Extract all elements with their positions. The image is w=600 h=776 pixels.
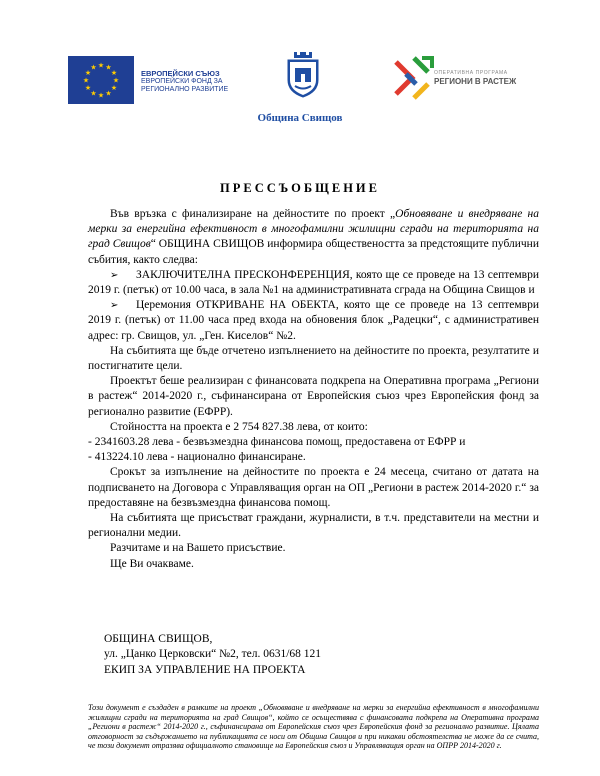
intro-paragraph <box>88 207 539 268</box>
signature-line-address: ул. „Цанко Церковски“ №2, тел. 0631/68 121 <box>104 648 322 661</box>
eu-logo-line3: РЕГИОНАЛНО РАЗВИТИЕ <box>141 86 229 93</box>
document-body <box>88 207 539 572</box>
signature-block <box>104 632 321 678</box>
footer-disclaimer: Този документ е създаден в рамките на проект „Обновяване и внедряване на мерки за енергийна ефективност в многофамилни жилищни сгради на територията на град Свищов“, който се осъществява с финансовата подкрепа на Оперативна програма „Региони в растеж“ 2014-2020 г., съфинансирана от Европейския съюз чрез Европейския фонд за регионално развитие. Цялата отговорност за съдържанието на публикацията се носи от Община Свищов и при никакви обстоятелства не може да се счита, че този документ отразява официалното становище на Европейския съюз и Управляващия орган на ОПРР 2014-2020 г. <box>88 703 539 750</box>
event-item-press-conference <box>88 268 539 298</box>
attendance-paragraph: На събитията ще присъстват граждани, журналисти, в т.ч. представители на местни и регионални медии. <box>88 512 539 540</box>
results-paragraph: На събитията ще бъде отчетено изпълнението на дейностите по проекта, резултатите и постигнатите цели. <box>88 344 539 373</box>
term-paragraph: Срокът за изпълнение на дейностите по проекта е 24 месеца, считано от датата на подписването на Договора с Управляващия орган на ОП „Региони в растеж 2014-2020 г.“ за предоставяне на безвъзмездна финансова помощ. <box>88 466 539 509</box>
program-logo-big-text: РЕГИОНИ В РАСТЕЖ <box>434 77 517 86</box>
eu-star-icon: ★ <box>84 69 92 77</box>
regions-growth-arrows-icon <box>392 54 436 104</box>
event-text: ЗАКЛЮЧИТЕЛНА ПРЕСКОНФЕРЕНЦИЯ, която ще се проведе на 13 септември 2019 г. (петък) от 10.00 часа, в зала №1 на административната сграда на Община Свищов и <box>88 268 539 297</box>
eu-star-icon: ★ <box>90 89 97 98</box>
eu-star-icon: ★ <box>105 89 112 98</box>
eu-logo-line2: ЕВРОПЕЙСКИ ФОНД ЗА <box>141 78 223 85</box>
signature-line-org: ОБЩИНА СВИЩОВ, <box>104 633 213 645</box>
arrow-bullet-icon: ➢ <box>110 269 119 281</box>
cost-paragraph: Стойността на проекта е 2 754 827.38 лева, от които: <box>110 420 368 433</box>
cost-item-national: - 413224.10 лева - национално финансиране. <box>88 451 306 464</box>
eu-star-icon: ★ <box>97 91 105 100</box>
municipality-name: Община Свищов <box>257 112 343 124</box>
municipality-crest-icon <box>286 50 320 98</box>
intro-prefix: Във връзка с финализиране на дейностите по проект „ <box>110 208 396 220</box>
eu-star-icon: ★ <box>82 76 90 85</box>
arrow-bullet-icon: ➢ <box>110 300 119 312</box>
eu-star-icon: ★ <box>105 63 112 72</box>
regions-program-logo <box>392 54 542 104</box>
eu-star-icon: ★ <box>97 61 105 70</box>
eu-logo-text <box>141 70 228 94</box>
closing-line-1: Разчитаме и на Вашето присъствие. <box>110 542 286 555</box>
event-item-opening <box>88 298 539 344</box>
program-logo-small-text: ОПЕРАТИВНА ПРОГРАМА <box>434 70 508 76</box>
eu-logo <box>68 56 248 104</box>
eu-flag-icon <box>68 56 134 104</box>
event-text: Церемония ОТКРИВАНЕ НА ОБЕКТА, която ще се проведе на 13 септември 2019 г. (петък) от 11.00 часа пред входа на обновения блок „Радецки“, с административен адрес: гр. Свищов, ул. „Ген. Киселов“ №2. <box>88 299 539 342</box>
eu-star-icon: ★ <box>84 84 92 92</box>
closing-line-2: Ще Ви очакваме. <box>110 557 194 570</box>
eu-logo-line1: ЕВРОПЕЙСКИ СЪЮЗ <box>141 69 220 78</box>
eu-star-icon: ★ <box>110 69 118 77</box>
signature-line-team: ЕКИП ЗА УПРАВЛЕНИЕ НА ПРОЕКТА <box>104 663 306 676</box>
intro-suffix: “ ОБЩИНА СВИЩОВ информира обществеността за предстоящите публични събития, както следва: <box>88 238 539 266</box>
page-title: ПРЕССЪОБЩЕНИЕ <box>220 181 380 195</box>
funding-paragraph: Проектът беше реализиран с финансовата подкрепа на Оперативна програма „Региони в растеж“ 2014-2020 г., съфинансирана от Европейския съюз чрез Европейския фонд за регионално развитие (ЕФРР). <box>88 375 539 418</box>
eu-star-icon: ★ <box>110 84 118 92</box>
eu-star-icon: ★ <box>90 63 97 72</box>
cost-item-grant: - 2341603.28 лева - безвъзмездна финансова помощ, предоставена от ЕФРР и <box>88 436 466 449</box>
project-title: Обновяване и внедряване на мерки за енергийна ефективност в многофамилни жилищни сгради на територията на град Свищов <box>88 208 539 251</box>
eu-star-icon: ★ <box>112 76 120 85</box>
